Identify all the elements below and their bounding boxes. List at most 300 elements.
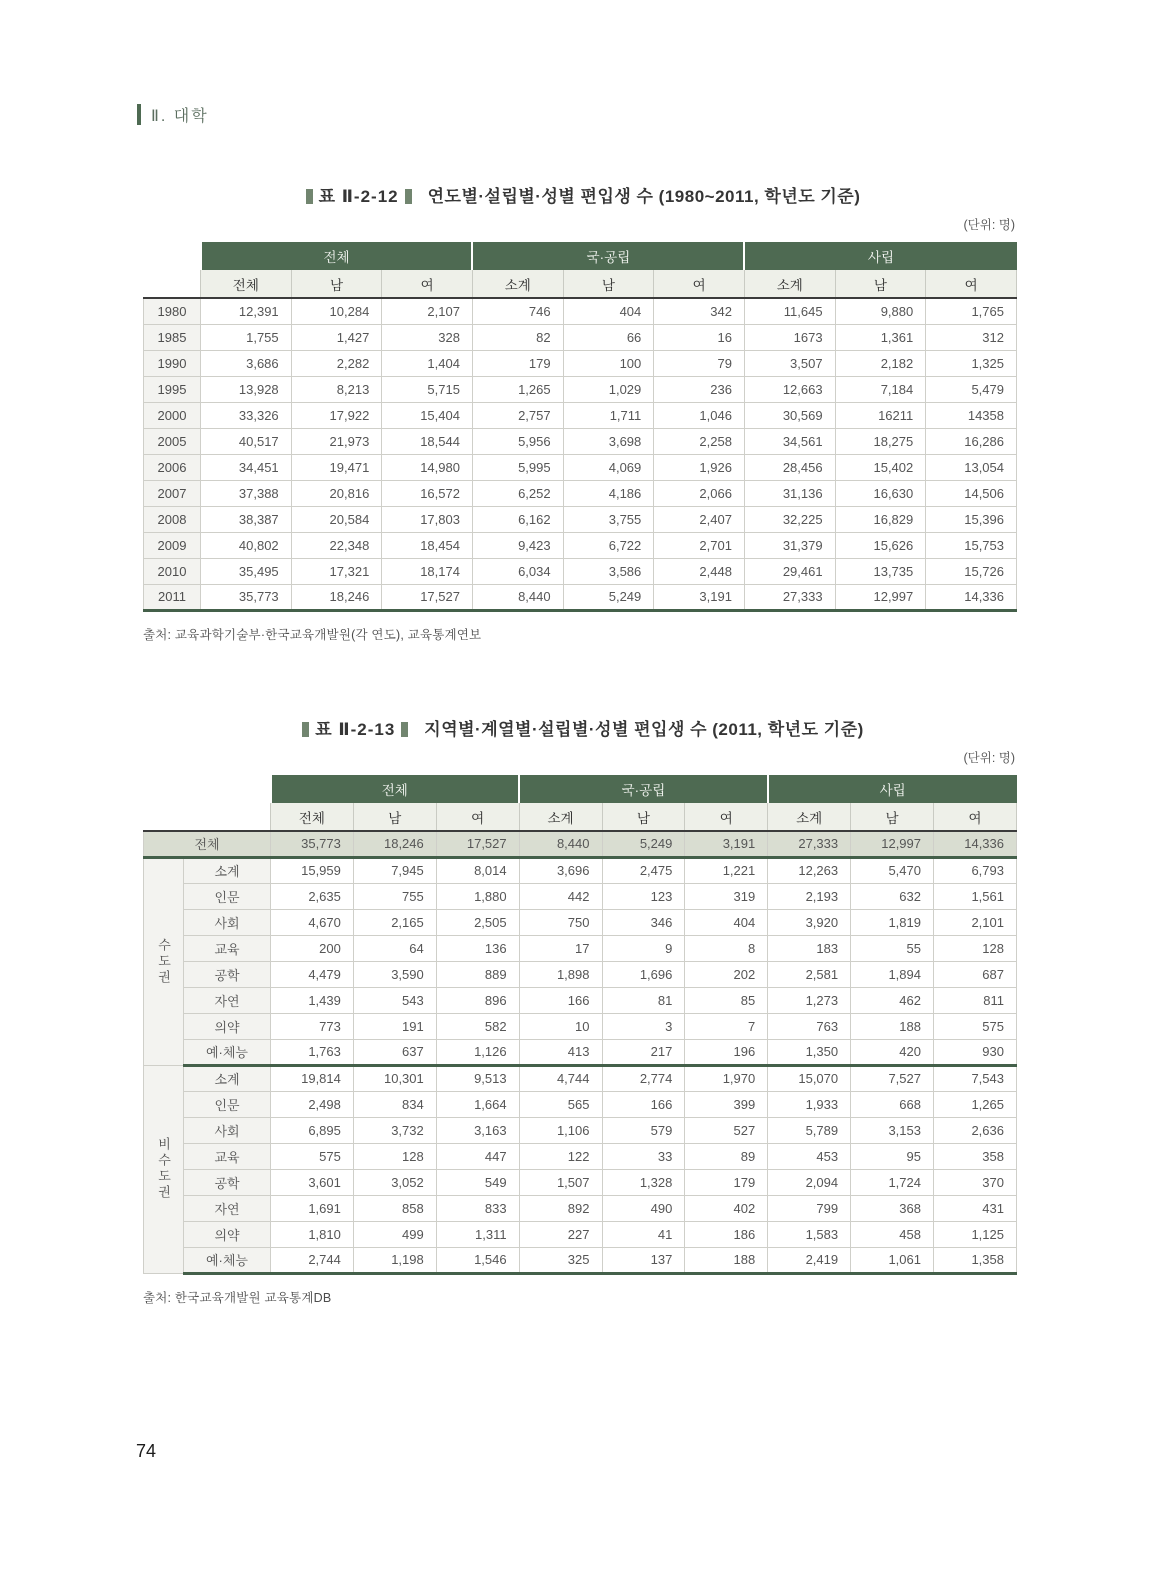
value-cell: 1,061 [851, 1247, 934, 1273]
group-header: 사립 [768, 775, 1017, 803]
title-tick-icon [405, 189, 412, 204]
value-cell: 1,894 [851, 961, 934, 987]
value-cell: 1,106 [519, 1117, 602, 1143]
value-cell: 687 [934, 961, 1017, 987]
value-cell: 404 [563, 298, 654, 324]
value-cell: 12,663 [744, 376, 835, 402]
value-cell: 11,645 [744, 298, 835, 324]
value-cell: 833 [436, 1195, 519, 1221]
value-cell: 499 [353, 1221, 436, 1247]
value-cell: 3,696 [519, 857, 602, 883]
value-cell: 15,396 [926, 506, 1017, 532]
value-cell: 1,427 [291, 324, 382, 350]
value-cell: 4,479 [271, 961, 354, 987]
year-cell: 2000 [144, 402, 201, 428]
value-cell: 12,997 [851, 831, 934, 857]
value-cell: 328 [382, 324, 473, 350]
value-cell: 1673 [744, 324, 835, 350]
value-cell: 14,336 [934, 831, 1017, 857]
value-cell: 14,336 [926, 584, 1017, 610]
value-cell: 370 [934, 1169, 1017, 1195]
value-cell: 1,561 [934, 883, 1017, 909]
value-cell: 6,034 [472, 558, 563, 584]
category-cell: 예·체능 [184, 1247, 271, 1273]
value-cell: 5,956 [472, 428, 563, 454]
value-cell: 15,753 [926, 532, 1017, 558]
group-header: 사립 [744, 242, 1016, 270]
value-cell: 2,701 [654, 532, 745, 558]
value-cell: 413 [519, 1039, 602, 1065]
value-cell: 6,793 [934, 857, 1017, 883]
value-cell: 1,898 [519, 961, 602, 987]
value-cell: 1,311 [436, 1221, 519, 1247]
sub-header: 여 [926, 270, 1017, 298]
value-cell: 7,184 [835, 376, 926, 402]
value-cell: 19,814 [271, 1065, 354, 1091]
year-cell: 1980 [144, 298, 201, 324]
value-cell: 33 [602, 1143, 685, 1169]
value-cell: 358 [934, 1143, 1017, 1169]
table1-title [143, 186, 1017, 208]
value-cell: 342 [654, 298, 745, 324]
table-row [144, 987, 1017, 1013]
value-cell: 2,193 [768, 883, 851, 909]
sub-header: 남 [835, 270, 926, 298]
value-cell: 2,498 [271, 1091, 354, 1117]
value-cell: 2,407 [654, 506, 745, 532]
year-cell: 2010 [144, 558, 201, 584]
value-cell: 1,763 [271, 1039, 354, 1065]
value-cell: 31,136 [744, 480, 835, 506]
table-row [144, 883, 1017, 909]
value-cell: 7,945 [353, 857, 436, 883]
value-cell: 217 [602, 1039, 685, 1065]
sub-header: 전체 [201, 270, 292, 298]
value-cell: 930 [934, 1039, 1017, 1065]
year-cell: 1995 [144, 376, 201, 402]
value-cell: 28,456 [744, 454, 835, 480]
value-cell: 27,333 [768, 831, 851, 857]
table-row [144, 532, 1017, 558]
value-cell: 431 [934, 1195, 1017, 1221]
value-cell: 1,358 [934, 1247, 1017, 1273]
value-cell: 4,744 [519, 1065, 602, 1091]
value-cell: 34,561 [744, 428, 835, 454]
value-cell: 1,221 [685, 857, 768, 883]
value-cell: 4,186 [563, 480, 654, 506]
value-cell: 20,816 [291, 480, 382, 506]
value-cell: 7 [685, 1013, 768, 1039]
value-cell: 2,448 [654, 558, 745, 584]
sub-header: 소계 [519, 803, 602, 831]
value-cell: 755 [353, 883, 436, 909]
value-cell: 18,544 [382, 428, 473, 454]
value-cell: 579 [602, 1117, 685, 1143]
value-cell: 1,755 [201, 324, 292, 350]
value-cell: 12,997 [835, 584, 926, 610]
value-cell: 12,391 [201, 298, 292, 324]
value-cell: 458 [851, 1221, 934, 1247]
value-cell: 9,513 [436, 1065, 519, 1091]
value-cell: 1,198 [353, 1247, 436, 1273]
value-cell: 9,423 [472, 532, 563, 558]
value-cell: 32,225 [744, 506, 835, 532]
value-cell: 3,191 [685, 831, 768, 857]
table2-title-label: 표 Ⅱ-2-13 [315, 720, 396, 739]
value-cell: 2,182 [835, 350, 926, 376]
value-cell: 5,789 [768, 1117, 851, 1143]
category-cell: 공학 [184, 961, 271, 987]
value-cell: 420 [851, 1039, 934, 1065]
value-cell: 14,506 [926, 480, 1017, 506]
value-cell: 3,601 [271, 1169, 354, 1195]
table2-title-text: 지역별·계열별·설립별·성별 편입생 수 (2011, 학년도 기준) [424, 720, 864, 739]
table2 [143, 775, 1017, 1275]
value-cell: 2,419 [768, 1247, 851, 1273]
year-cell: 2009 [144, 532, 201, 558]
value-cell: 3,920 [768, 909, 851, 935]
value-cell: 1,819 [851, 909, 934, 935]
value-cell: 22,348 [291, 532, 382, 558]
value-cell: 1,265 [472, 376, 563, 402]
category-cell: 교육 [184, 1143, 271, 1169]
value-cell: 17,321 [291, 558, 382, 584]
header-spacer [144, 775, 271, 803]
value-cell: 1,711 [563, 402, 654, 428]
year-cell: 2006 [144, 454, 201, 480]
value-cell: 3,686 [201, 350, 292, 376]
value-cell: 38,387 [201, 506, 292, 532]
value-cell: 17,922 [291, 402, 382, 428]
category-cell: 소계 [184, 857, 271, 883]
value-cell: 1,724 [851, 1169, 934, 1195]
table-row [144, 1169, 1017, 1195]
table-row [144, 376, 1017, 402]
value-cell: 8,440 [472, 584, 563, 610]
sub-header: 남 [602, 803, 685, 831]
value-cell: 2,165 [353, 909, 436, 935]
value-cell: 896 [436, 987, 519, 1013]
total-row [144, 831, 1017, 857]
value-cell: 66 [563, 324, 654, 350]
value-cell: 20,584 [291, 506, 382, 532]
value-cell: 763 [768, 1013, 851, 1039]
value-cell: 12,263 [768, 857, 851, 883]
table1-title-text: 연도별·설립별·성별 편입생 수 (1980~2011, 학년도 기준) [427, 187, 861, 206]
value-cell: 8,213 [291, 376, 382, 402]
value-cell: 447 [436, 1143, 519, 1169]
value-cell: 2,282 [291, 350, 382, 376]
category-cell: 자연 [184, 987, 271, 1013]
header-spacer [144, 270, 201, 298]
value-cell: 29,461 [744, 558, 835, 584]
value-cell: 15,404 [382, 402, 473, 428]
value-cell: 1,810 [271, 1221, 354, 1247]
value-cell: 1,325 [926, 350, 1017, 376]
value-cell: 3,755 [563, 506, 654, 532]
value-cell: 100 [563, 350, 654, 376]
value-cell: 18,454 [382, 532, 473, 558]
value-cell: 2,757 [472, 402, 563, 428]
value-cell: 319 [685, 883, 768, 909]
value-cell: 40,802 [201, 532, 292, 558]
value-cell: 16211 [835, 402, 926, 428]
value-cell: 4,670 [271, 909, 354, 935]
category-cell: 사회 [184, 1117, 271, 1143]
sub-header: 전체 [271, 803, 354, 831]
value-cell: 9,880 [835, 298, 926, 324]
category-cell: 공학 [184, 1169, 271, 1195]
value-cell: 346 [602, 909, 685, 935]
value-cell: 811 [934, 987, 1017, 1013]
table-row [144, 584, 1017, 610]
table-row [144, 935, 1017, 961]
region-label: 비수도권 [144, 1065, 184, 1273]
value-cell: 575 [271, 1143, 354, 1169]
category-cell: 예·체능 [184, 1039, 271, 1065]
value-cell: 6,252 [472, 480, 563, 506]
value-cell: 79 [654, 350, 745, 376]
table-row [144, 1117, 1017, 1143]
value-cell: 10 [519, 1013, 602, 1039]
value-cell: 368 [851, 1195, 934, 1221]
value-cell: 40,517 [201, 428, 292, 454]
value-cell: 16,630 [835, 480, 926, 506]
sub-header: 여 [934, 803, 1017, 831]
value-cell: 5,470 [851, 857, 934, 883]
value-cell: 1,029 [563, 376, 654, 402]
value-cell: 2,066 [654, 480, 745, 506]
value-cell: 1,546 [436, 1247, 519, 1273]
value-cell: 3,191 [654, 584, 745, 610]
value-cell: 16 [654, 324, 745, 350]
value-cell: 5,249 [602, 831, 685, 857]
value-cell: 442 [519, 883, 602, 909]
value-cell: 9 [602, 935, 685, 961]
table2-source: 출처: 한국교육개발원 교육통계DB [143, 1290, 332, 1305]
value-cell: 15,726 [926, 558, 1017, 584]
value-cell: 3,507 [744, 350, 835, 376]
value-cell: 17,527 [382, 584, 473, 610]
table-row [144, 909, 1017, 935]
table2-unit-note: (단위: 명) [963, 751, 1015, 765]
value-cell: 18,275 [835, 428, 926, 454]
value-cell: 1,273 [768, 987, 851, 1013]
value-cell: 490 [602, 1195, 685, 1221]
value-cell: 575 [934, 1013, 1017, 1039]
value-cell: 136 [436, 935, 519, 961]
value-cell: 1,926 [654, 454, 745, 480]
total-label: 전체 [144, 831, 271, 857]
value-cell: 1,691 [271, 1195, 354, 1221]
value-cell: 236 [654, 376, 745, 402]
value-cell: 2,744 [271, 1247, 354, 1273]
table-row [144, 1091, 1017, 1117]
table1 [143, 242, 1017, 612]
sub-header: 여 [436, 803, 519, 831]
value-cell: 527 [685, 1117, 768, 1143]
table-row [144, 506, 1017, 532]
value-cell: 19,471 [291, 454, 382, 480]
table1-block [143, 186, 1017, 643]
value-cell: 31,379 [744, 532, 835, 558]
value-cell: 27,333 [744, 584, 835, 610]
value-cell: 312 [926, 324, 1017, 350]
value-cell: 5,715 [382, 376, 473, 402]
value-cell: 1,125 [934, 1221, 1017, 1247]
value-cell: 668 [851, 1091, 934, 1117]
value-cell: 64 [353, 935, 436, 961]
value-cell: 2,258 [654, 428, 745, 454]
value-cell: 889 [436, 961, 519, 987]
value-cell: 166 [519, 987, 602, 1013]
value-cell: 17,803 [382, 506, 473, 532]
title-tick-icon [401, 722, 408, 737]
value-cell: 85 [685, 987, 768, 1013]
category-cell: 자연 [184, 1195, 271, 1221]
value-cell: 37,388 [201, 480, 292, 506]
value-cell: 14358 [926, 402, 1017, 428]
group-header: 국·공립 [472, 242, 744, 270]
value-cell: 1,970 [685, 1065, 768, 1091]
value-cell: 462 [851, 987, 934, 1013]
value-cell: 2,635 [271, 883, 354, 909]
value-cell: 402 [685, 1195, 768, 1221]
sub-header: 남 [291, 270, 382, 298]
table-row [144, 350, 1017, 376]
value-cell: 858 [353, 1195, 436, 1221]
value-cell: 8 [685, 935, 768, 961]
value-cell: 1,933 [768, 1091, 851, 1117]
value-cell: 565 [519, 1091, 602, 1117]
sub-header: 남 [851, 803, 934, 831]
value-cell: 15,959 [271, 857, 354, 883]
value-cell: 10,301 [353, 1065, 436, 1091]
value-cell: 191 [353, 1013, 436, 1039]
group-header: 국·공립 [519, 775, 768, 803]
value-cell: 1,046 [654, 402, 745, 428]
value-cell: 13,735 [835, 558, 926, 584]
value-cell: 89 [685, 1143, 768, 1169]
table-row [144, 324, 1017, 350]
value-cell: 35,495 [201, 558, 292, 584]
sub-header: 여 [654, 270, 745, 298]
value-cell: 188 [851, 1013, 934, 1039]
value-cell: 128 [934, 935, 1017, 961]
value-cell: 7,527 [851, 1065, 934, 1091]
table-row [144, 402, 1017, 428]
year-cell: 1985 [144, 324, 201, 350]
sub-header: 여 [685, 803, 768, 831]
value-cell: 1,404 [382, 350, 473, 376]
value-cell: 892 [519, 1195, 602, 1221]
value-cell: 186 [685, 1221, 768, 1247]
value-cell: 95 [851, 1143, 934, 1169]
section-header-bar-icon [137, 104, 141, 125]
value-cell: 41 [602, 1221, 685, 1247]
value-cell: 17 [519, 935, 602, 961]
table-row [144, 961, 1017, 987]
value-cell: 746 [472, 298, 563, 324]
section-title: Ⅱ. 대학 [151, 108, 209, 125]
value-cell: 799 [768, 1195, 851, 1221]
value-cell: 15,070 [768, 1065, 851, 1091]
value-cell: 543 [353, 987, 436, 1013]
category-cell: 교육 [184, 935, 271, 961]
value-cell: 15,626 [835, 532, 926, 558]
value-cell: 16,829 [835, 506, 926, 532]
table-row [144, 1221, 1017, 1247]
year-cell: 1990 [144, 350, 201, 376]
value-cell: 404 [685, 909, 768, 935]
value-cell: 1,350 [768, 1039, 851, 1065]
value-cell: 2,505 [436, 909, 519, 935]
sub-header: 소계 [472, 270, 563, 298]
value-cell: 3,153 [851, 1117, 934, 1143]
value-cell: 1,696 [602, 961, 685, 987]
table2-block [143, 719, 1017, 1306]
value-cell: 2,581 [768, 961, 851, 987]
table-row [144, 1013, 1017, 1039]
table-row [144, 1195, 1017, 1221]
value-cell: 5,479 [926, 376, 1017, 402]
value-cell: 7,543 [934, 1065, 1017, 1091]
value-cell: 202 [685, 961, 768, 987]
value-cell: 325 [519, 1247, 602, 1273]
value-cell: 2,636 [934, 1117, 1017, 1143]
group-header: 전체 [271, 775, 520, 803]
page-number: 74 [136, 1441, 157, 1461]
value-cell: 1,880 [436, 883, 519, 909]
value-cell: 30,569 [744, 402, 835, 428]
value-cell: 179 [685, 1169, 768, 1195]
year-cell: 2008 [144, 506, 201, 532]
value-cell: 188 [685, 1247, 768, 1273]
table-row [144, 1247, 1017, 1273]
value-cell: 1,664 [436, 1091, 519, 1117]
year-cell: 2005 [144, 428, 201, 454]
value-cell: 196 [685, 1039, 768, 1065]
table-row [144, 454, 1017, 480]
value-cell: 16,572 [382, 480, 473, 506]
value-cell: 3 [602, 1013, 685, 1039]
sub-header: 여 [382, 270, 473, 298]
value-cell: 1,361 [835, 324, 926, 350]
value-cell: 834 [353, 1091, 436, 1117]
value-cell: 1,328 [602, 1169, 685, 1195]
value-cell: 33,326 [201, 402, 292, 428]
value-cell: 4,069 [563, 454, 654, 480]
table-row [144, 298, 1017, 324]
region-label: 수도권 [144, 857, 184, 1065]
value-cell: 18,246 [353, 831, 436, 857]
table-row [144, 428, 1017, 454]
title-tick-icon [302, 722, 309, 737]
value-cell: 13,928 [201, 376, 292, 402]
value-cell: 5,995 [472, 454, 563, 480]
value-cell: 123 [602, 883, 685, 909]
value-cell: 166 [602, 1091, 685, 1117]
value-cell: 1,583 [768, 1221, 851, 1247]
value-cell: 122 [519, 1143, 602, 1169]
value-cell: 637 [353, 1039, 436, 1065]
value-cell: 3,052 [353, 1169, 436, 1195]
value-cell: 1,507 [519, 1169, 602, 1195]
table-row [144, 1143, 1017, 1169]
value-cell: 5,249 [563, 584, 654, 610]
value-cell: 399 [685, 1091, 768, 1117]
value-cell: 18,246 [291, 584, 382, 610]
